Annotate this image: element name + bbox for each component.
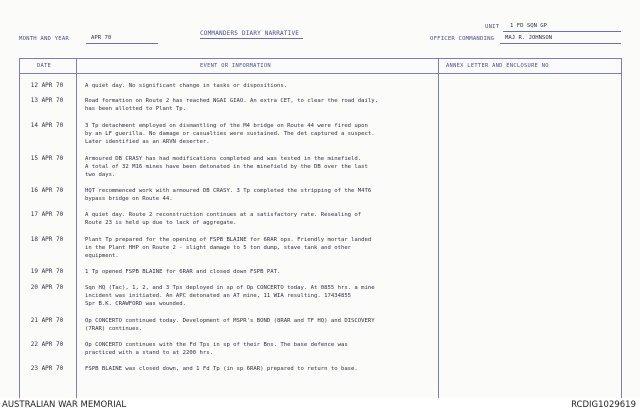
date-column-rule: [76, 58, 77, 398]
officer-value: MAJ R. JOHNSON: [505, 35, 553, 41]
entry-text: Road formation on Route 2 has reached NGAI GIAO. An extra CET, to clear the road daily, has been allotted to Plant Tp.: [85, 98, 378, 113]
officer-label: OFFICER COMMANDING: [430, 36, 495, 42]
entry-text: Plant Tp prepared for the opening of FSPB BLAINE for 6RAR ops. Friendly mortar landed in the Plant HHP on Route 2 - slight damage to 5 ton dump, stave tank and other equipment.: [85, 237, 372, 260]
entry-date: 20 APR 70: [30, 284, 64, 291]
entry-text: Op CONCERTO continues with the Fd Tps in sp of their Bns. The base defence was practiced with a stand to at 2200 hrs.: [85, 342, 348, 357]
entry-date: 21 APR 70: [30, 317, 64, 324]
archive-footer: [0, 398, 640, 413]
table-top-rule: [19, 58, 621, 59]
entry-date: 15 APR 70: [30, 155, 64, 162]
title-underline: [200, 38, 303, 39]
entry-text: FSPB BLAINE was closed down, and 1 Fd Tp (in sp 6RAR) prepared to return to base.: [85, 366, 358, 372]
archive-name: AUSTRALIAN WAR MEMORIAL: [2, 400, 127, 410]
month-year-value: APR 70: [91, 35, 112, 41]
entry-text: Armoured DB CRASY has had modifications completed and was tested in the minefield. A total of 32 M16 mines have been detonated in the minefield by the DB over the last two days.: [85, 156, 368, 179]
column-header-date: DATE: [37, 63, 52, 69]
entry-text: HQT recommenced work with armoured DB CRASY. 3 Tp completed the stripping of the M4T6 bypass bridge on Route 44.: [85, 188, 372, 203]
entry-text: Op CONCERTO continued today. Development of MSPR's BOND (8RAR and TF HQ) and DISCOVERY (7RAR) continues.: [85, 318, 375, 333]
entry-date: 12 APR 70: [30, 82, 64, 89]
entry-text: Sqn HQ (Tac), 1, 2, and 3 Tps deployed in sp of Op CONCERTO today. At 0855 hrs. a mine incident was initiated. An APC detonated an AT mine, 11 WIA resulting. 17434855 Spr B.K. CRAWFORD was wounded.: [85, 285, 375, 308]
unit-label: UNIT: [485, 24, 500, 30]
entry-date: 16 APR 70: [30, 187, 64, 194]
entry-text: A quiet day. No significant change in tasks or dispositions.: [85, 83, 288, 89]
entry-date: 14 APR 70: [30, 122, 64, 129]
entry-text: A quiet day. Route 2 reconstruction continues at a satisfactory rate. Resealing of Route 23 is held up due to lack of aggregate.: [85, 212, 362, 227]
column-header-annex: ANNEX LETTER AND ENCLOSURE NO: [446, 63, 549, 69]
officer-underline: [500, 43, 621, 44]
month-year-label: MONTH AND YEAR: [19, 36, 69, 42]
page-title: COMMANDERS DIARY NARRATIVE: [200, 30, 300, 37]
entry-date: 19 APR 70: [30, 268, 64, 275]
entry-date: 17 APR 70: [30, 211, 64, 218]
unit-underline: [503, 31, 621, 32]
archive-reference: RCDIG1029619: [571, 400, 636, 410]
entry-text: 1 Tp opened FSPB BLAINE for 6RAR and closed down FSPB PAT.: [85, 269, 281, 275]
unit-value: 1 FD SQN GP: [510, 23, 548, 29]
column-header-event: EVENT OR INFORMATION: [200, 63, 271, 69]
month-underline: [86, 43, 158, 44]
entry-date: 13 APR 70: [30, 97, 64, 104]
entry-date: 18 APR 70: [30, 236, 64, 243]
entry-date: 23 APR 70: [30, 365, 64, 372]
entry-text: 3 Tp detachment employed on dismantling of the M4 bridge on Route 44 were fired upon by an LF guerilla. No damage or casualties were sustained. The det captured a suspect. Later identified as an ARVN deserter.: [85, 123, 375, 146]
table-right-rule: [621, 58, 622, 398]
entry-date: 22 APR 70: [30, 341, 64, 348]
table-header-rule: [19, 73, 621, 74]
